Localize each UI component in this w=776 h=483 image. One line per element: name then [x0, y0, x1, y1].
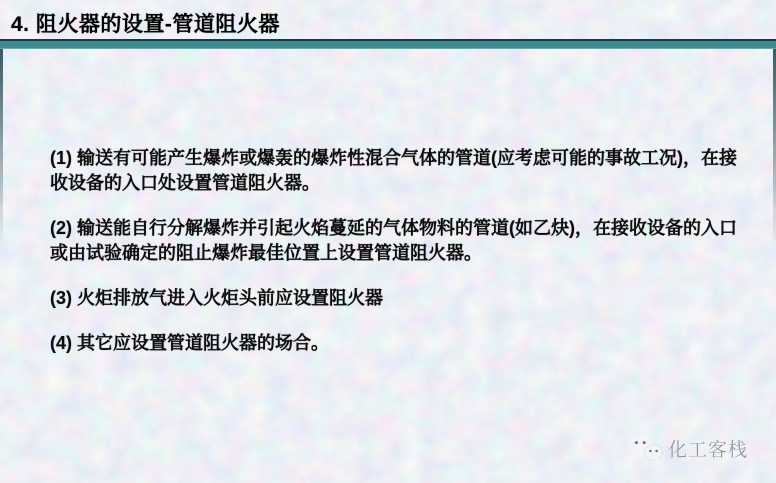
watermark-label: 化工客栈 — [667, 439, 748, 461]
paragraph-3: (3) 火炬排放气进入火炬头前应设置阻火器 — [50, 288, 383, 308]
paragraph-2: (2) 输送能自行分解爆炸并引起火焰蔓延的气体物料的管道(如乙炔)，在接收设备的入口或由试验确定的阻止爆炸最佳位置上设置管道阻火器。 — [50, 218, 737, 263]
left-edge-strip — [0, 49, 3, 249]
paragraph-1: (1) 输送有可能产生爆炸或爆轰的爆炸性混合气体的管道(应考虑可能的事故工况)，在接收设备的入口处设置管道阻火器。 — [50, 148, 737, 193]
slide-title: 4. 阻火器的设置-管道阻火器 — [11, 13, 280, 36]
watermark — [627, 434, 748, 462]
title-bar — [0, 0, 776, 39]
wechat-logo-icon — [627, 434, 663, 462]
paragraph-4: (4) 其它应设置管道阻火器的场合。 — [50, 333, 329, 353]
title-divider-bar — [0, 39, 776, 49]
slide-body — [50, 146, 744, 376]
